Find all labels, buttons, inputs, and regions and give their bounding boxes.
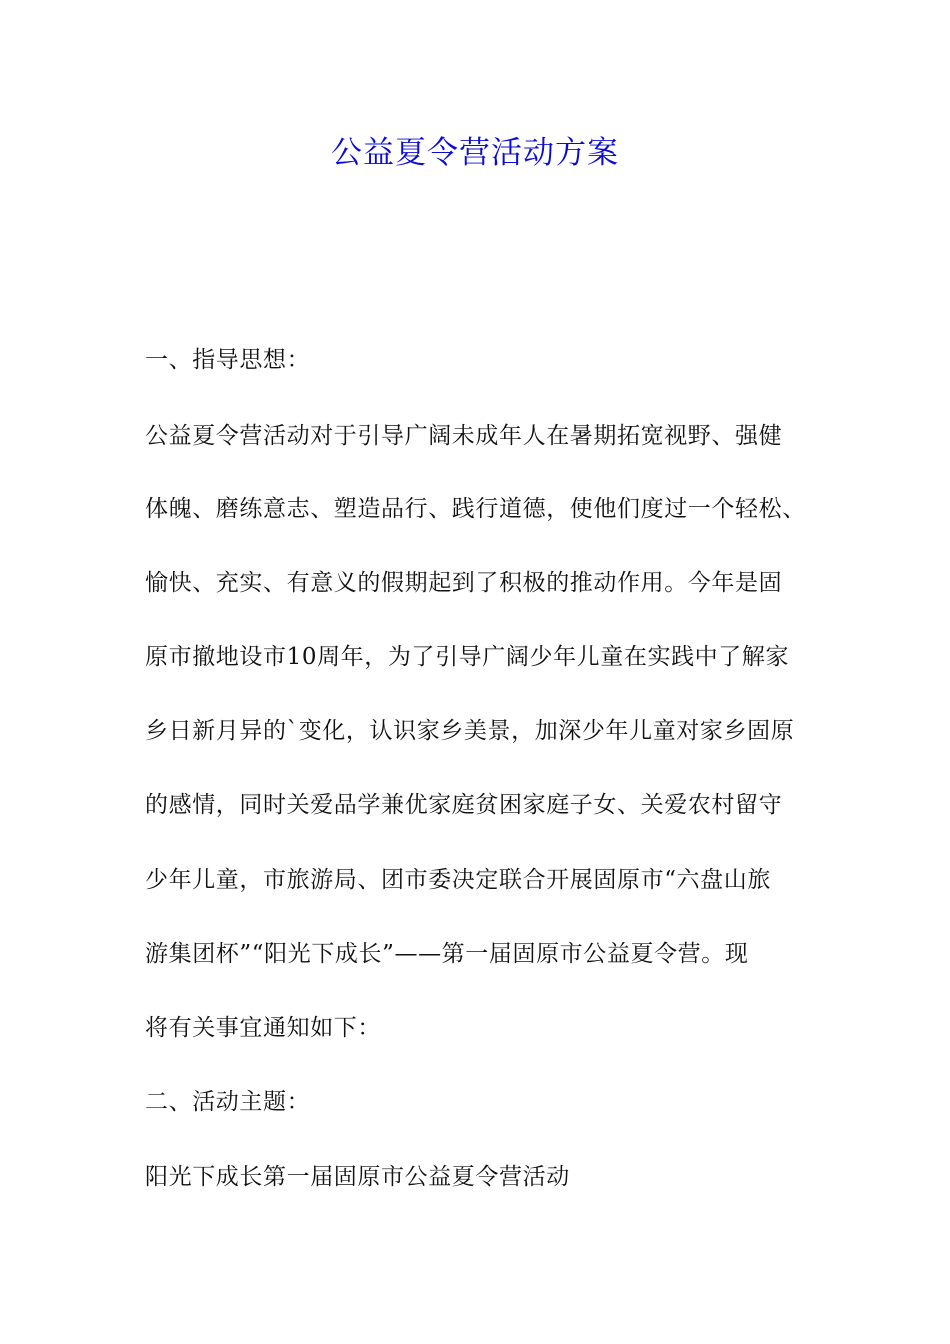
- paragraph-line-5: 乡日新月异的`变化，认识家乡美景，加深少年儿童对家乡固原: [145, 718, 795, 744]
- paragraph-line-8: 游集团杯”“阳光下成长”——第一届固原市公益夏令营。现: [145, 941, 749, 967]
- paragraph-line-6: 的感情，同时关爱品学兼优家庭贫困家庭子女、关爱农村留守: [145, 792, 783, 818]
- paragraph-line-1: 公益夏令营活动对于引导广阔未成年人在暑期拓宽视野、强健: [145, 423, 783, 449]
- section-heading-guiding-ideology: 一、指导思想：: [145, 347, 311, 373]
- paragraph-line-2: 体魄、磨练意志、塑造品行、践行道德，使他们度过一个轻松、: [145, 496, 806, 522]
- paragraph-line-4: 原市撤地设市10周年，为了引导广阔少年儿童在实践中了解家: [145, 644, 790, 670]
- document-title: 公益夏令营活动方案: [331, 135, 619, 171]
- paragraph-line-3: 愉快、充实、有意义的假期起到了积极的推动作用。今年是固: [145, 570, 783, 596]
- paragraph-line-9: 将有关事宜通知如下：: [145, 1015, 381, 1041]
- section-heading-activity-theme: 二、活动主题：: [145, 1089, 311, 1115]
- activity-theme-text: 阳光下成长第一届固原市公益夏令营活动: [145, 1164, 570, 1190]
- paragraph-line-7: 少年儿童，市旅游局、团市委决定联合开展固原市“六盘山旅: [145, 867, 771, 893]
